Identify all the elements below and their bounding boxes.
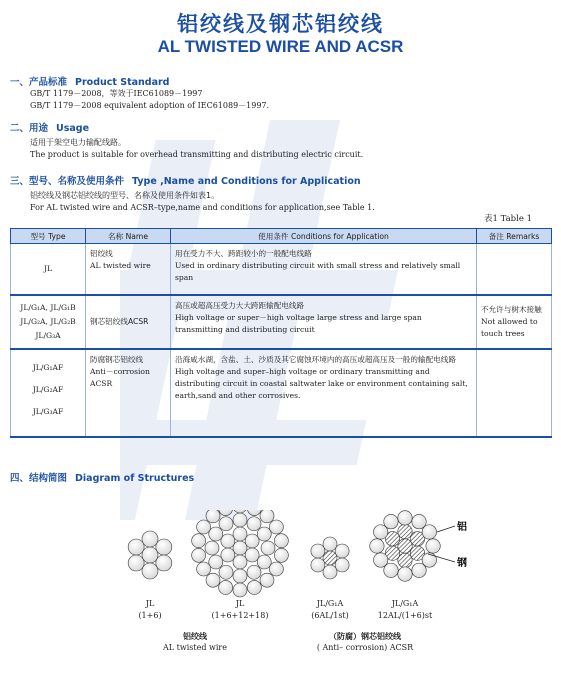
table-row	[11, 295, 552, 349]
type-cell	[11, 295, 86, 349]
al-strand	[219, 565, 233, 579]
diagram-label: JL	[145, 599, 155, 608]
al-strand	[233, 569, 247, 583]
al-strand	[209, 527, 223, 541]
al-strand	[247, 565, 261, 579]
header-conditions: 使用条件 Conditions for Application	[171, 229, 477, 244]
conditions-cn: 高压或超高压受力大大跨距输配电线路	[175, 301, 305, 310]
type-line-cn: 铝绞线及钢芯铝绞线的型号、名称及使用条件如表1。	[30, 191, 220, 200]
usage-line-en: The product is suitable for overhead transmitting and distributing electric circuit.	[30, 150, 364, 159]
al-strand	[412, 563, 426, 577]
type-value: JL/G₃AF	[32, 407, 64, 416]
table-row	[11, 349, 552, 437]
conditions-table	[10, 228, 552, 438]
al-strand	[128, 555, 144, 571]
al-strand	[221, 548, 235, 562]
cross-section-jl-g1a-6al-1st	[311, 537, 349, 579]
al-strand	[245, 534, 259, 548]
section-type-name-conditions	[10, 173, 361, 187]
conditions-cell	[171, 244, 477, 296]
al-strand	[206, 510, 220, 523]
section-heading-en: Usage	[56, 123, 90, 134]
al-strand	[233, 583, 247, 597]
steel-strand	[323, 551, 337, 565]
al-strand	[311, 544, 325, 558]
diagram-sublabel: (6AL/1st)	[311, 611, 349, 620]
diagram-sublabel: (1+6+12+18)	[211, 611, 269, 620]
name-cn: 防腐钢芯铝绞线	[90, 355, 144, 364]
al-strand	[209, 555, 223, 569]
section-usage	[10, 120, 89, 134]
al-strand	[192, 534, 206, 548]
name-en: AL twisted wire	[90, 261, 151, 270]
al-strand	[233, 513, 247, 527]
type-cell	[11, 349, 86, 437]
cross-section-jl-g1a-12al-1-6st	[370, 511, 441, 582]
al-strand	[373, 553, 387, 567]
al-strand	[247, 510, 261, 516]
al-strand	[128, 539, 144, 555]
al-strand	[335, 544, 349, 558]
type-value: JL/G₂A, JL/G₂B	[20, 317, 76, 326]
steel-strand	[398, 539, 412, 553]
al-strand	[257, 555, 271, 569]
cross-section-jl-1-6-12-18	[192, 510, 289, 597]
al-strand	[398, 511, 412, 525]
remark-en: Not allowed to touch trees	[481, 317, 538, 338]
al-strand	[142, 563, 158, 579]
section-heading-en: Product Standard	[75, 77, 170, 88]
al-strand	[219, 517, 233, 531]
group-label-acsr-cn: （防腐）钢芯铝绞线	[329, 632, 401, 641]
name-cell	[86, 349, 171, 437]
diagram-label: JL/G₁A	[391, 599, 419, 608]
al-strand	[426, 539, 440, 553]
conditions-cn: 用在受力不大、跨距较小的一般配电线路	[175, 249, 312, 258]
section-heading-en: Type ,Name and Conditions for Application	[132, 176, 361, 187]
group-label-acsr-en: ( Anti– corrosion) ACSR	[316, 643, 414, 652]
remarks-cell	[477, 244, 552, 296]
al-strand	[398, 567, 412, 581]
section-heading-cn: 二、用途	[10, 123, 49, 134]
diagram-label: JL/G₁A	[316, 599, 344, 608]
section-product-standard	[10, 74, 170, 88]
cross-section-jl-1-6	[128, 531, 172, 579]
al-strand	[221, 534, 235, 548]
table-row	[11, 244, 552, 296]
steel-strand	[398, 524, 412, 538]
al-strand	[219, 510, 233, 516]
al-strand	[335, 558, 349, 572]
conditions-en: Used in ordinary distributing circuit with small stress and relatively small span	[175, 261, 461, 282]
type-value: JL/G₃A	[35, 331, 61, 340]
section-diagram	[10, 470, 194, 484]
type-cell	[11, 244, 86, 296]
al-strand	[156, 539, 172, 555]
al-strand	[192, 548, 206, 562]
header-type: 型号 Type	[11, 229, 86, 244]
conditions-cell	[171, 349, 477, 437]
remarks-cell	[477, 349, 552, 437]
al-strand	[311, 558, 325, 572]
conditions-en: High voltage or super－high voltage large stress and large span transmitting and distributing circuit	[175, 313, 422, 334]
al-strand	[219, 580, 233, 594]
al-strand	[384, 514, 398, 528]
al-strand	[206, 573, 220, 587]
name-en: Anti－corrosion ACSR	[90, 367, 150, 388]
diagram-label: JL	[235, 599, 245, 608]
al-strand	[422, 525, 436, 539]
remarks-cell	[477, 295, 552, 349]
al-strand	[260, 573, 274, 587]
al-strand	[233, 510, 247, 513]
legend-steel-label: 钢	[457, 558, 467, 569]
header-remarks: 备注 Remarks	[477, 229, 552, 244]
type-value: JL/G₂AF	[32, 385, 64, 394]
al-strand	[269, 562, 283, 576]
page-title-cn: 铝绞线及钢芯铝绞线	[177, 12, 384, 36]
leader-line-al	[437, 526, 455, 532]
section-heading-en: Diagram of Structures	[75, 473, 195, 484]
table-header-row	[11, 229, 552, 244]
type-value: JL/G₁AF	[32, 363, 64, 372]
al-strand	[205, 541, 219, 555]
al-strand	[274, 534, 288, 548]
group-label-al-en: AL twisted wire	[163, 643, 227, 652]
diagram-sublabel: (1+6)	[138, 611, 162, 620]
al-strand	[142, 531, 158, 547]
standard-line-2: GB/T 1179－2008 equivalent adoption of IEC61089－1997.	[30, 101, 270, 110]
conditions-cn: 沿海咸水湖，含盐、土、沙质及其它腐蚀环境内的高压或超高压及一般的输配电线路	[175, 355, 456, 364]
table-caption: 表1 Table 1	[484, 214, 532, 224]
group-label-al-cn: 铝绞线	[183, 632, 207, 641]
al-strand	[323, 537, 337, 551]
al-strand	[274, 548, 288, 562]
page-title-en: AL TWISTED WIRE AND ACSR	[157, 37, 404, 56]
type-value: JL/G₁A, JL/G₁B	[20, 303, 76, 312]
legend-al-label: 铝	[457, 522, 467, 533]
name-cell	[86, 295, 171, 349]
al-strand	[261, 541, 275, 555]
al-strand	[257, 527, 271, 541]
al-strand	[142, 547, 158, 563]
name-cn: 铝绞线	[90, 249, 113, 258]
al-strand	[197, 520, 211, 534]
al-strand	[233, 555, 247, 569]
remark-cn: 不允许与树木接触	[481, 305, 542, 314]
conditions-en: High voltage and super–high voltage or ordinary transmitting and distributing circuit in coastal saltwater lake or environment containing salt, earth,sand and other corrosives.	[175, 367, 468, 400]
al-strand	[269, 520, 283, 534]
al-strand	[233, 527, 247, 541]
header-name: 名称 Name	[86, 229, 171, 244]
usage-line-cn: 适用于架空电力输配线路。	[30, 138, 126, 147]
name-cn: 钢芯铝绞线ACSR	[90, 317, 149, 326]
al-strand	[247, 580, 261, 594]
type-value: JL	[43, 264, 53, 273]
name-cell	[86, 244, 171, 296]
diagram-sublabel: 12AL/(1+6)st	[377, 611, 433, 620]
al-strand	[323, 565, 337, 579]
al-strand	[260, 510, 274, 523]
section-heading-cn: 一、产品标准	[10, 77, 68, 88]
section-heading-cn: 三、型号、名称及使用条件	[10, 176, 125, 187]
structure-diagrams	[0, 510, 561, 600]
al-strand	[197, 562, 211, 576]
al-strand	[370, 539, 384, 553]
conditions-cell	[171, 295, 477, 349]
section-heading-cn: 四、结构简图	[10, 473, 68, 484]
type-line-en: For AL twisted wire and ACSR–type,name and conditions for application,see Table 1.	[30, 203, 375, 212]
al-strand	[156, 555, 172, 571]
steel-strand	[398, 553, 412, 567]
standard-line-1: GB/T 1179－2008，等效于IEC61089－1997	[30, 89, 203, 98]
al-strand	[247, 517, 261, 531]
al-strand	[233, 541, 247, 555]
al-strand	[245, 548, 259, 562]
